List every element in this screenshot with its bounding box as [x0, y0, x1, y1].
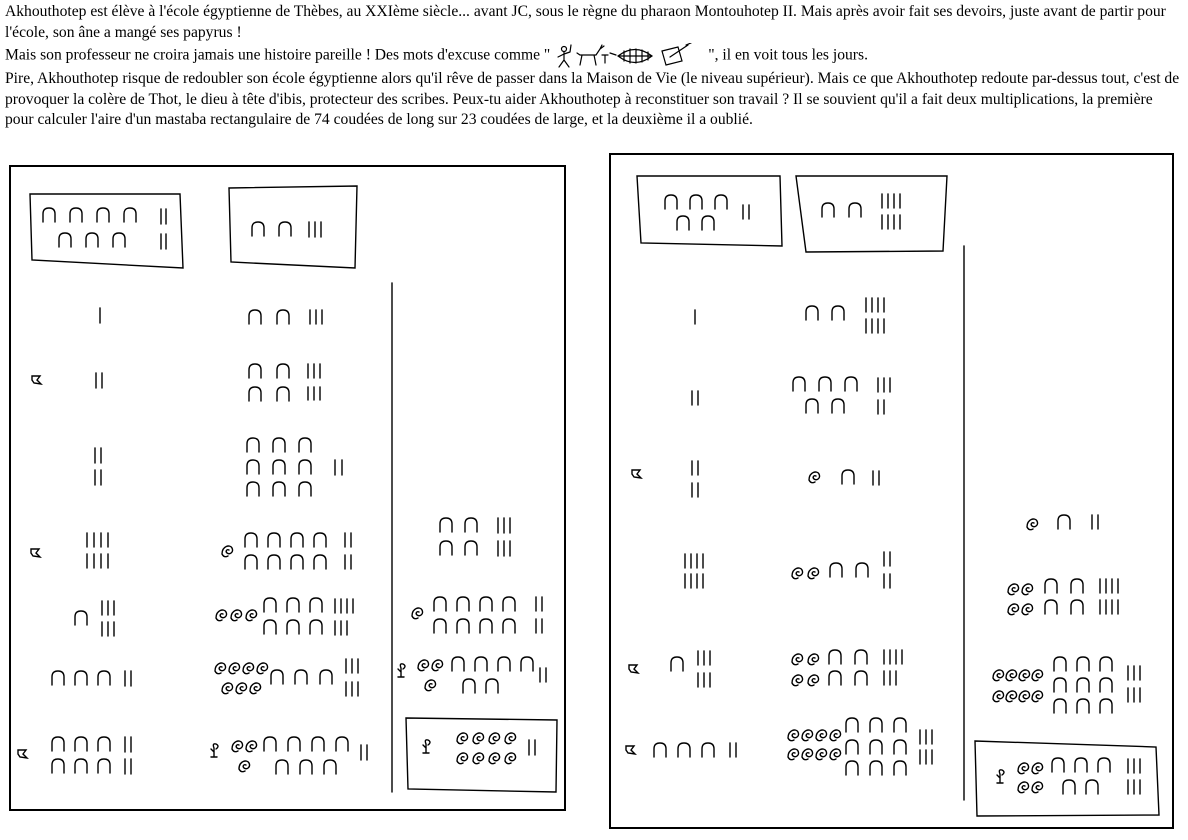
right-doubling-row: [632, 461, 879, 497]
intro-line-1: Akhouthotep est élève à l'école égyptienne de Thèbes, au XXIème siècle... avant JC, sous le règne du pharaon Montouhotep II. Mais après avoir fait ses devoirs, juste avant de partir pour l'école, son âne a mangé ses papyrus !: [5, 3, 1166, 41]
left-doubling-row: [18, 737, 367, 774]
left-doubling-row: [95, 438, 342, 496]
left-operand-74-tablet: [30, 194, 183, 268]
right-doubling-row: [629, 650, 902, 687]
intro-line-3: Pire, Akhouthotep risque de redoubler son école égyptienne alors qu'il rêve de passer dans la Maison de Vie (le niveau supérieur). Mais ce que Akhouthotep redoute par-dessus tout, c'est de provoquer la colère de Thot, le dieu à tête d'ibis, protecteur des scribes. Peux-tu aider Akhouthotep à reconstituer son travail ? Il se souvient qu'il a fait deux multiplications, la première pour calculer l'aire d'un mastaba rectangulaire de 74 coudées de long sur 23 coudées de large, et la deuxième il a oublié.: [5, 70, 1180, 129]
intro-line-2-end: ", il en voit tous les jours.: [708, 46, 868, 64]
left-doubling-row: [32, 364, 320, 401]
left-doubling-row: [52, 659, 358, 696]
right-papyrus: [610, 154, 1173, 828]
left-result-1702-tablet: [406, 718, 557, 792]
right-doubling-row: [626, 718, 932, 775]
left-partial-sums: [398, 518, 546, 693]
right-doubling-row: [695, 298, 884, 333]
right-doubling-row: [685, 552, 890, 588]
right-operand-26-tablet: [796, 176, 947, 252]
left-doubling-row: [75, 598, 353, 636]
right-result-1456-tablet: [975, 741, 1159, 816]
left-doubling-row: [31, 533, 351, 569]
left-doubling-row: [100, 308, 322, 324]
intro-line-2-start: Mais son professeur ne croira jamais une histoire pareille ! Des mots d'excuse comme ": [5, 46, 551, 64]
right-doubling-row: [692, 377, 890, 414]
left-papyrus: [10, 166, 565, 810]
right-partial-sums: [993, 515, 1140, 713]
left-operand-23-tablet: [229, 186, 357, 268]
right-operand-52-tablet: [637, 176, 782, 246]
